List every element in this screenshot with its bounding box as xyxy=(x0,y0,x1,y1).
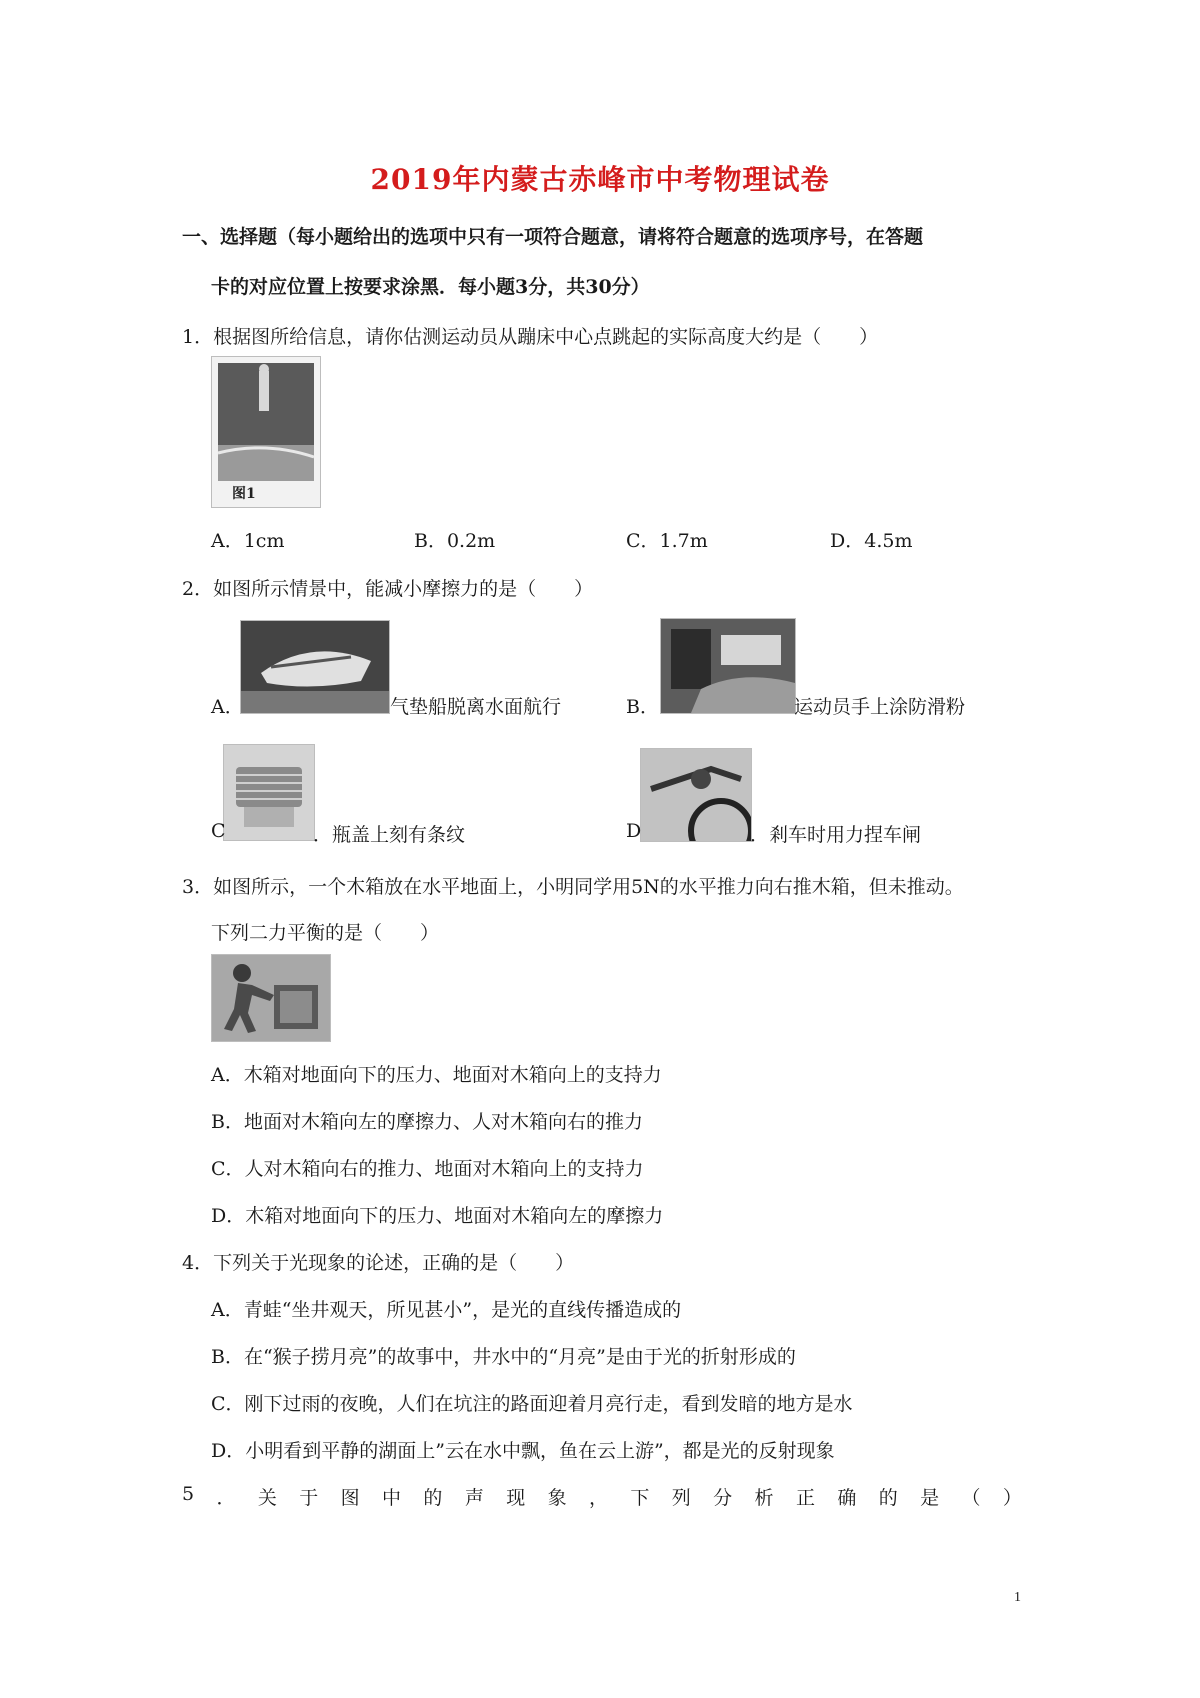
q4-option-a: A．青蛙“坐井观天，所见甚小”，是光的直线传播造成的 xyxy=(211,1299,682,1321)
page-number: 1 xyxy=(1014,1590,1021,1605)
q2-option-a-letter: A． xyxy=(211,696,244,718)
hovercraft-icon xyxy=(241,621,389,713)
section-heading-line1: 一、选择题（每小题给出的选项中只有一项符合题意，请将符合题意的选项序号，在答题 xyxy=(182,226,924,248)
q5-char: 析 xyxy=(754,1487,774,1509)
q3-option-b: B．地面对木箱向左的摩擦力、人对木箱向右的推力 xyxy=(211,1111,643,1133)
q2-option-c-text: ．瓶盖上刻有条纹 xyxy=(313,824,466,846)
q4-stem: 4．下列关于光现象的论述，正确的是（ ） xyxy=(182,1252,575,1274)
exam-title: 2019年内蒙古赤峰市中考物理试卷 xyxy=(370,163,830,196)
child-pushing-box-icon xyxy=(212,955,330,1041)
q2-option-c-letter: C xyxy=(211,820,226,842)
q2-option-d-text: ．剎车时用力捏车闸 xyxy=(750,824,922,846)
q2-option-b-letter: B． xyxy=(626,696,659,718)
q1-option-a: A．1cm xyxy=(211,530,285,552)
q3-option-a: A．木箱对地面向下的压力、地面对木箱向上的支持力 xyxy=(211,1064,662,1086)
q3-push-box-figure xyxy=(211,954,331,1042)
q5-char: 于 xyxy=(299,1487,319,1509)
trampoline-athlete-icon xyxy=(212,357,320,507)
bike-brake-icon xyxy=(641,749,751,841)
q5-char: 中 xyxy=(382,1487,402,1509)
q1-option-d: D．4.5m xyxy=(830,530,913,552)
section-heading-line2: 卡的对应位置上按要求涂黑．每小题3分，共30分） xyxy=(211,276,650,298)
q5-char: 声 xyxy=(464,1487,484,1509)
q5-char: 现 xyxy=(506,1487,526,1509)
q5-char: ） xyxy=(1002,1487,1022,1509)
q5-char: （ xyxy=(961,1487,981,1509)
q3-stem-line2: 下列二力平衡的是（ ） xyxy=(211,922,440,944)
q5-stem xyxy=(182,1483,1022,1510)
q2-chalk-hands-figure xyxy=(660,618,796,714)
q5-char: 下 xyxy=(630,1487,650,1509)
q1-option-c: C．1.7m xyxy=(626,530,708,552)
q5-char: 确 xyxy=(837,1487,857,1509)
q5-char: 关 xyxy=(257,1487,277,1509)
q5-char: ， xyxy=(588,1487,608,1509)
q2-bottle-cap-figure xyxy=(223,744,315,841)
q4-option-b: B．在“猴子捞月亮”的故事中，井水中的“月亮”是由于光的折射形成的 xyxy=(211,1346,796,1368)
q5-char: 列 xyxy=(671,1487,691,1509)
q4-option-d: D．小明看到平静的湖面上”云在水中飘，鱼在云上游”，都是光的反射现象 xyxy=(211,1440,835,1462)
q2-hovercraft-figure xyxy=(240,620,390,714)
q1-option-b: B．0.2m xyxy=(414,530,496,552)
q1-stem: 1．根据图所给信息，请你估测运动员从蹦床中心点跳起的实际高度大约是（ ） xyxy=(182,326,879,348)
q2-stem: 2．如图所示情景中，能减小摩擦力的是（ ） xyxy=(182,578,594,600)
q5-char: 的 xyxy=(878,1487,898,1509)
q3-option-c: C．人对木箱向右的推力、地面对木箱向上的支持力 xyxy=(211,1158,644,1180)
q3-option-d: D．木箱对地面向下的压力、地面对木箱向左的摩擦力 xyxy=(211,1205,664,1227)
q5-char: ． xyxy=(216,1487,236,1509)
q1-trampoline-figure xyxy=(211,356,321,508)
q2-option-d-letter: D xyxy=(626,820,642,842)
q5-char: 图 xyxy=(340,1487,360,1509)
q2-bike-brake-figure xyxy=(640,748,752,842)
bottle-cap-icon xyxy=(224,745,314,840)
q3-stem-line1: 3．如图所示，一个木箱放在水平地面上，小明同学用5N的水平推力向右推木箱，但未推动。 xyxy=(182,876,964,898)
q5-char: 5 xyxy=(182,1483,195,1505)
q2-option-b-text: 运动员手上涂防滑粉 xyxy=(794,696,966,718)
q5-char: 象 xyxy=(547,1487,567,1509)
q1-figure-caption: 图1 xyxy=(232,486,256,502)
q5-char: 的 xyxy=(423,1487,443,1509)
q4-option-c: C．刚下过雨的夜晚，人们在坑注的路面迎着月亮行走，看到发暗的地方是水 xyxy=(211,1393,853,1415)
athlete-chalk-icon xyxy=(661,619,795,713)
q5-char: 分 xyxy=(713,1487,733,1509)
q5-char: 正 xyxy=(795,1487,815,1509)
q5-char: 是 xyxy=(920,1487,940,1509)
q2-option-a-text: 气垫船脱离水面航行 xyxy=(390,696,562,718)
